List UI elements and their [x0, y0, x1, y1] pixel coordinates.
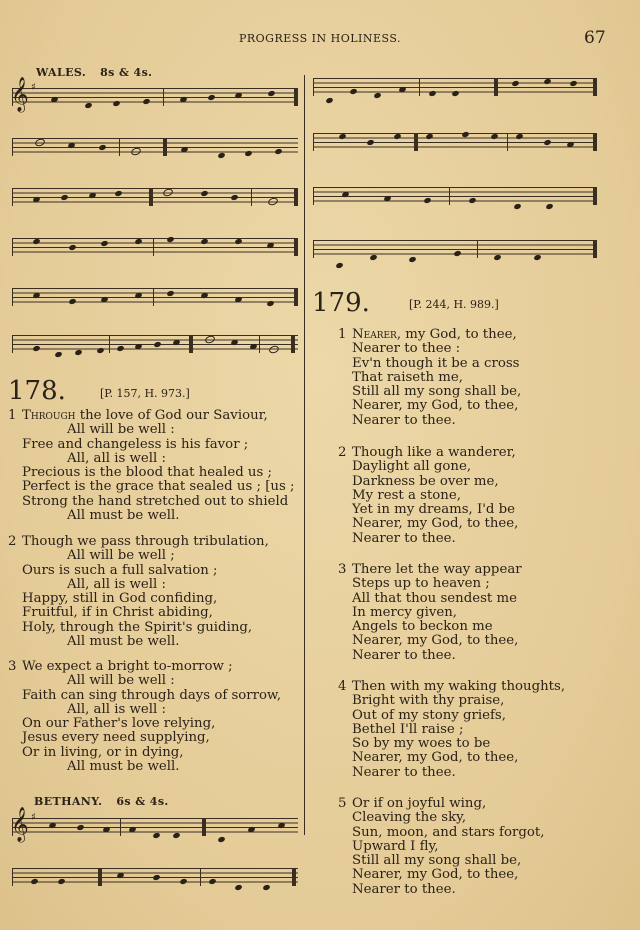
note-head [451, 90, 459, 97]
note-head [32, 196, 40, 203]
staff [12, 335, 298, 353]
note-head [369, 254, 377, 261]
bar-line [593, 78, 597, 96]
bar-line [153, 238, 154, 256]
note-head [32, 238, 40, 245]
note-head [172, 339, 180, 346]
staff [12, 188, 298, 206]
note-head [461, 131, 469, 138]
bar-line [494, 78, 498, 96]
staff [313, 240, 597, 258]
note-head [162, 188, 174, 198]
note-head [200, 238, 208, 245]
note-head [234, 296, 242, 303]
note-head [130, 147, 142, 157]
note-head [34, 138, 46, 148]
note-head [425, 133, 433, 140]
hymn-179-verse-3: 3 There let the way appear Steps up to heaven ; All that thou sendest me In mercy given, Angels to beckon me Nearer, my God, to thee, Nearer to thee. [338, 562, 522, 663]
tune-title-bethany [34, 795, 169, 808]
note-head [128, 826, 136, 833]
tune-name: WALES. [36, 66, 87, 79]
note-head [166, 236, 174, 243]
staff [12, 238, 298, 256]
tune-meter: 6s & 4s. [116, 795, 169, 808]
staff [12, 868, 298, 886]
note-head [180, 146, 188, 153]
hymn-number-178: 178. [8, 376, 66, 406]
note-head [68, 244, 76, 251]
column-divider [304, 75, 305, 835]
bar-line [593, 187, 597, 205]
note-head [566, 141, 574, 148]
bar-line [259, 335, 260, 353]
staff [11, 77, 298, 112]
note-head [268, 345, 280, 355]
note-head [207, 94, 215, 101]
treble-clef-icon: 𝄞 [11, 807, 29, 842]
note-head [102, 826, 110, 833]
hymn-179-verse-1: 1 Nearer, my God, to thee, Nearer to thee : Ev'n though it be a cross That raiseth me, Still all my song shall be, Nearer, my God, to thee, Nearer to thee. [338, 327, 522, 428]
note-head [88, 192, 96, 199]
note-head [48, 822, 56, 829]
note-head [373, 92, 381, 99]
note-head [114, 190, 122, 197]
note-head [266, 300, 274, 307]
bar-line [153, 288, 154, 306]
bar-line [292, 868, 296, 886]
hymn-reference-178: [P. 157, H. 973.] [100, 387, 190, 400]
note-head [76, 824, 84, 831]
note-head [142, 98, 150, 105]
hymn-178-verse-2: 2 Though we pass through tribulation, All will be well ; Ours is such a full salvation ; All, all is well : Happy, still in God confiding, Fruitful, if in Christ abiding, Holy, through the Spirit's guiding, All must be well. [8, 534, 269, 650]
bar-line [507, 133, 508, 151]
note-head [217, 836, 225, 843]
note-head [274, 148, 282, 155]
note-head [266, 242, 274, 249]
note-head [428, 90, 436, 97]
bar-line [449, 187, 450, 205]
note-head [166, 290, 174, 297]
bar-line [189, 335, 193, 353]
bar-line [414, 133, 418, 151]
tune-name: BETHANY. [34, 795, 103, 808]
note-head [60, 194, 68, 201]
bar-line [294, 188, 298, 206]
bar-line [202, 818, 206, 836]
bar-line [109, 335, 110, 353]
note-head [533, 254, 541, 261]
tune-meter: 8s & 4s. [100, 66, 153, 79]
note-head [490, 133, 498, 140]
hymn-reference-179: [P. 244, H. 989.] [409, 298, 499, 311]
note-head [569, 80, 577, 87]
bar-line [419, 78, 420, 96]
hymn-178-verse-1: 1 Through the love of God our Saviour, All will be well : Free and changeless is his favor ; All, all is well : Precious is the blood that healed us ; Perfect is the grace that sealed us ; [us ; Strong the hand stretched out to shield All must be well. [8, 408, 295, 524]
staff [11, 807, 298, 842]
note-head [267, 197, 279, 207]
note-head [277, 822, 285, 829]
note-head [262, 884, 270, 891]
bar-line [163, 138, 167, 156]
bar-line [593, 240, 597, 258]
bar-line [119, 138, 120, 156]
note-head [543, 139, 551, 146]
note-head [349, 88, 357, 95]
note-head [30, 878, 38, 885]
note-head [74, 349, 82, 356]
note-head [134, 292, 142, 299]
note-head [217, 152, 225, 159]
note-head [134, 238, 142, 245]
note-head [96, 347, 104, 354]
note-head [50, 96, 58, 103]
note-head [68, 298, 76, 305]
note-head [230, 194, 238, 201]
note-head [545, 203, 553, 210]
bar-line [294, 88, 298, 106]
sharp-icon: ♯ [31, 812, 36, 823]
bar-line [149, 188, 153, 206]
note-head [200, 292, 208, 299]
note-head [513, 203, 521, 210]
note-head [393, 133, 401, 140]
staff [313, 78, 597, 96]
note-head [152, 832, 160, 839]
staff [12, 138, 298, 156]
note-head [100, 240, 108, 247]
note-head [511, 80, 519, 87]
bar-line [593, 133, 597, 151]
note-head [408, 256, 416, 263]
sharp-icon: ♯ [31, 82, 36, 93]
note-head [335, 262, 343, 269]
tune-title-wales [36, 66, 152, 79]
bar-line [294, 238, 298, 256]
staff [313, 133, 597, 151]
note-head [116, 345, 124, 352]
note-head [84, 102, 92, 109]
note-head [54, 351, 62, 358]
hymn-number-179: 179. [312, 288, 370, 318]
note-head [468, 197, 476, 204]
bar-line [251, 188, 252, 206]
note-head [67, 142, 75, 149]
bar-line [291, 335, 295, 353]
bar-line [477, 240, 478, 258]
note-head [172, 832, 180, 839]
note-head [179, 96, 187, 103]
note-head [338, 133, 346, 140]
note-head [398, 86, 406, 93]
note-head [383, 195, 391, 202]
note-head [152, 874, 160, 881]
page-number: 67 [584, 28, 606, 48]
note-head [366, 139, 374, 146]
note-head [179, 878, 187, 885]
note-head [244, 150, 252, 157]
bar-line [294, 288, 298, 306]
note-head [204, 335, 216, 345]
running-head: PROGRESS IN HOLINESS. [238, 32, 402, 45]
note-head [234, 238, 242, 245]
note-head [543, 78, 551, 85]
note-head [32, 292, 40, 299]
note-head [234, 884, 242, 891]
hymn-179-verse-2: 2 Though like a wanderer, Daylight all gone, Darkness be over me, My rest a stone, Yet in my dreams, I'd be Nearer, my God, to thee, Nearer to thee. [338, 445, 519, 546]
note-head [249, 343, 257, 350]
note-head [200, 190, 208, 197]
note-head [112, 100, 120, 107]
bar-line [120, 818, 121, 836]
note-head [267, 90, 275, 97]
note-head [230, 339, 238, 346]
note-head [116, 872, 124, 879]
note-head [247, 826, 255, 833]
note-head [423, 197, 431, 204]
hymn-179-verse-5: 5 Or if on joyful wing, Cleaving the sky, Sun, moon, and stars forgot, Upward I fly, Still all my song shall be, Nearer, my God, to thee, Nearer to thee. [338, 796, 545, 897]
hymn-178-verse-3: 3 We expect a bright to-morrow ; All will be well : Faith can sing through days of sorrow, All, all is well : On our Father's love relying, Jesus every need supplying, Or in living, or in dying, All must be well. [8, 659, 282, 775]
note-head [100, 296, 108, 303]
note-head [57, 878, 65, 885]
note-head [32, 345, 40, 352]
bar-line [98, 868, 102, 886]
note-head [341, 191, 349, 198]
bar-line [163, 88, 164, 106]
note-head [153, 341, 161, 348]
treble-clef-icon: 𝄞 [11, 77, 29, 112]
hymn-179-verse-4: 4 Then with my waking thoughts, Bright with thy praise, Out of my stony griefs, Bethel I'll raise ; So by my woes to be Nearer, my God, to thee, Nearer to thee. [338, 679, 566, 780]
note-head [515, 133, 523, 140]
note-head [98, 144, 106, 151]
staff [12, 288, 298, 306]
note-head [493, 254, 501, 261]
note-head [234, 92, 242, 99]
note-head [208, 878, 216, 885]
note-head [453, 250, 461, 257]
staff [313, 187, 597, 205]
bar-line [200, 868, 201, 886]
note-head [325, 97, 333, 104]
note-head [134, 343, 142, 350]
